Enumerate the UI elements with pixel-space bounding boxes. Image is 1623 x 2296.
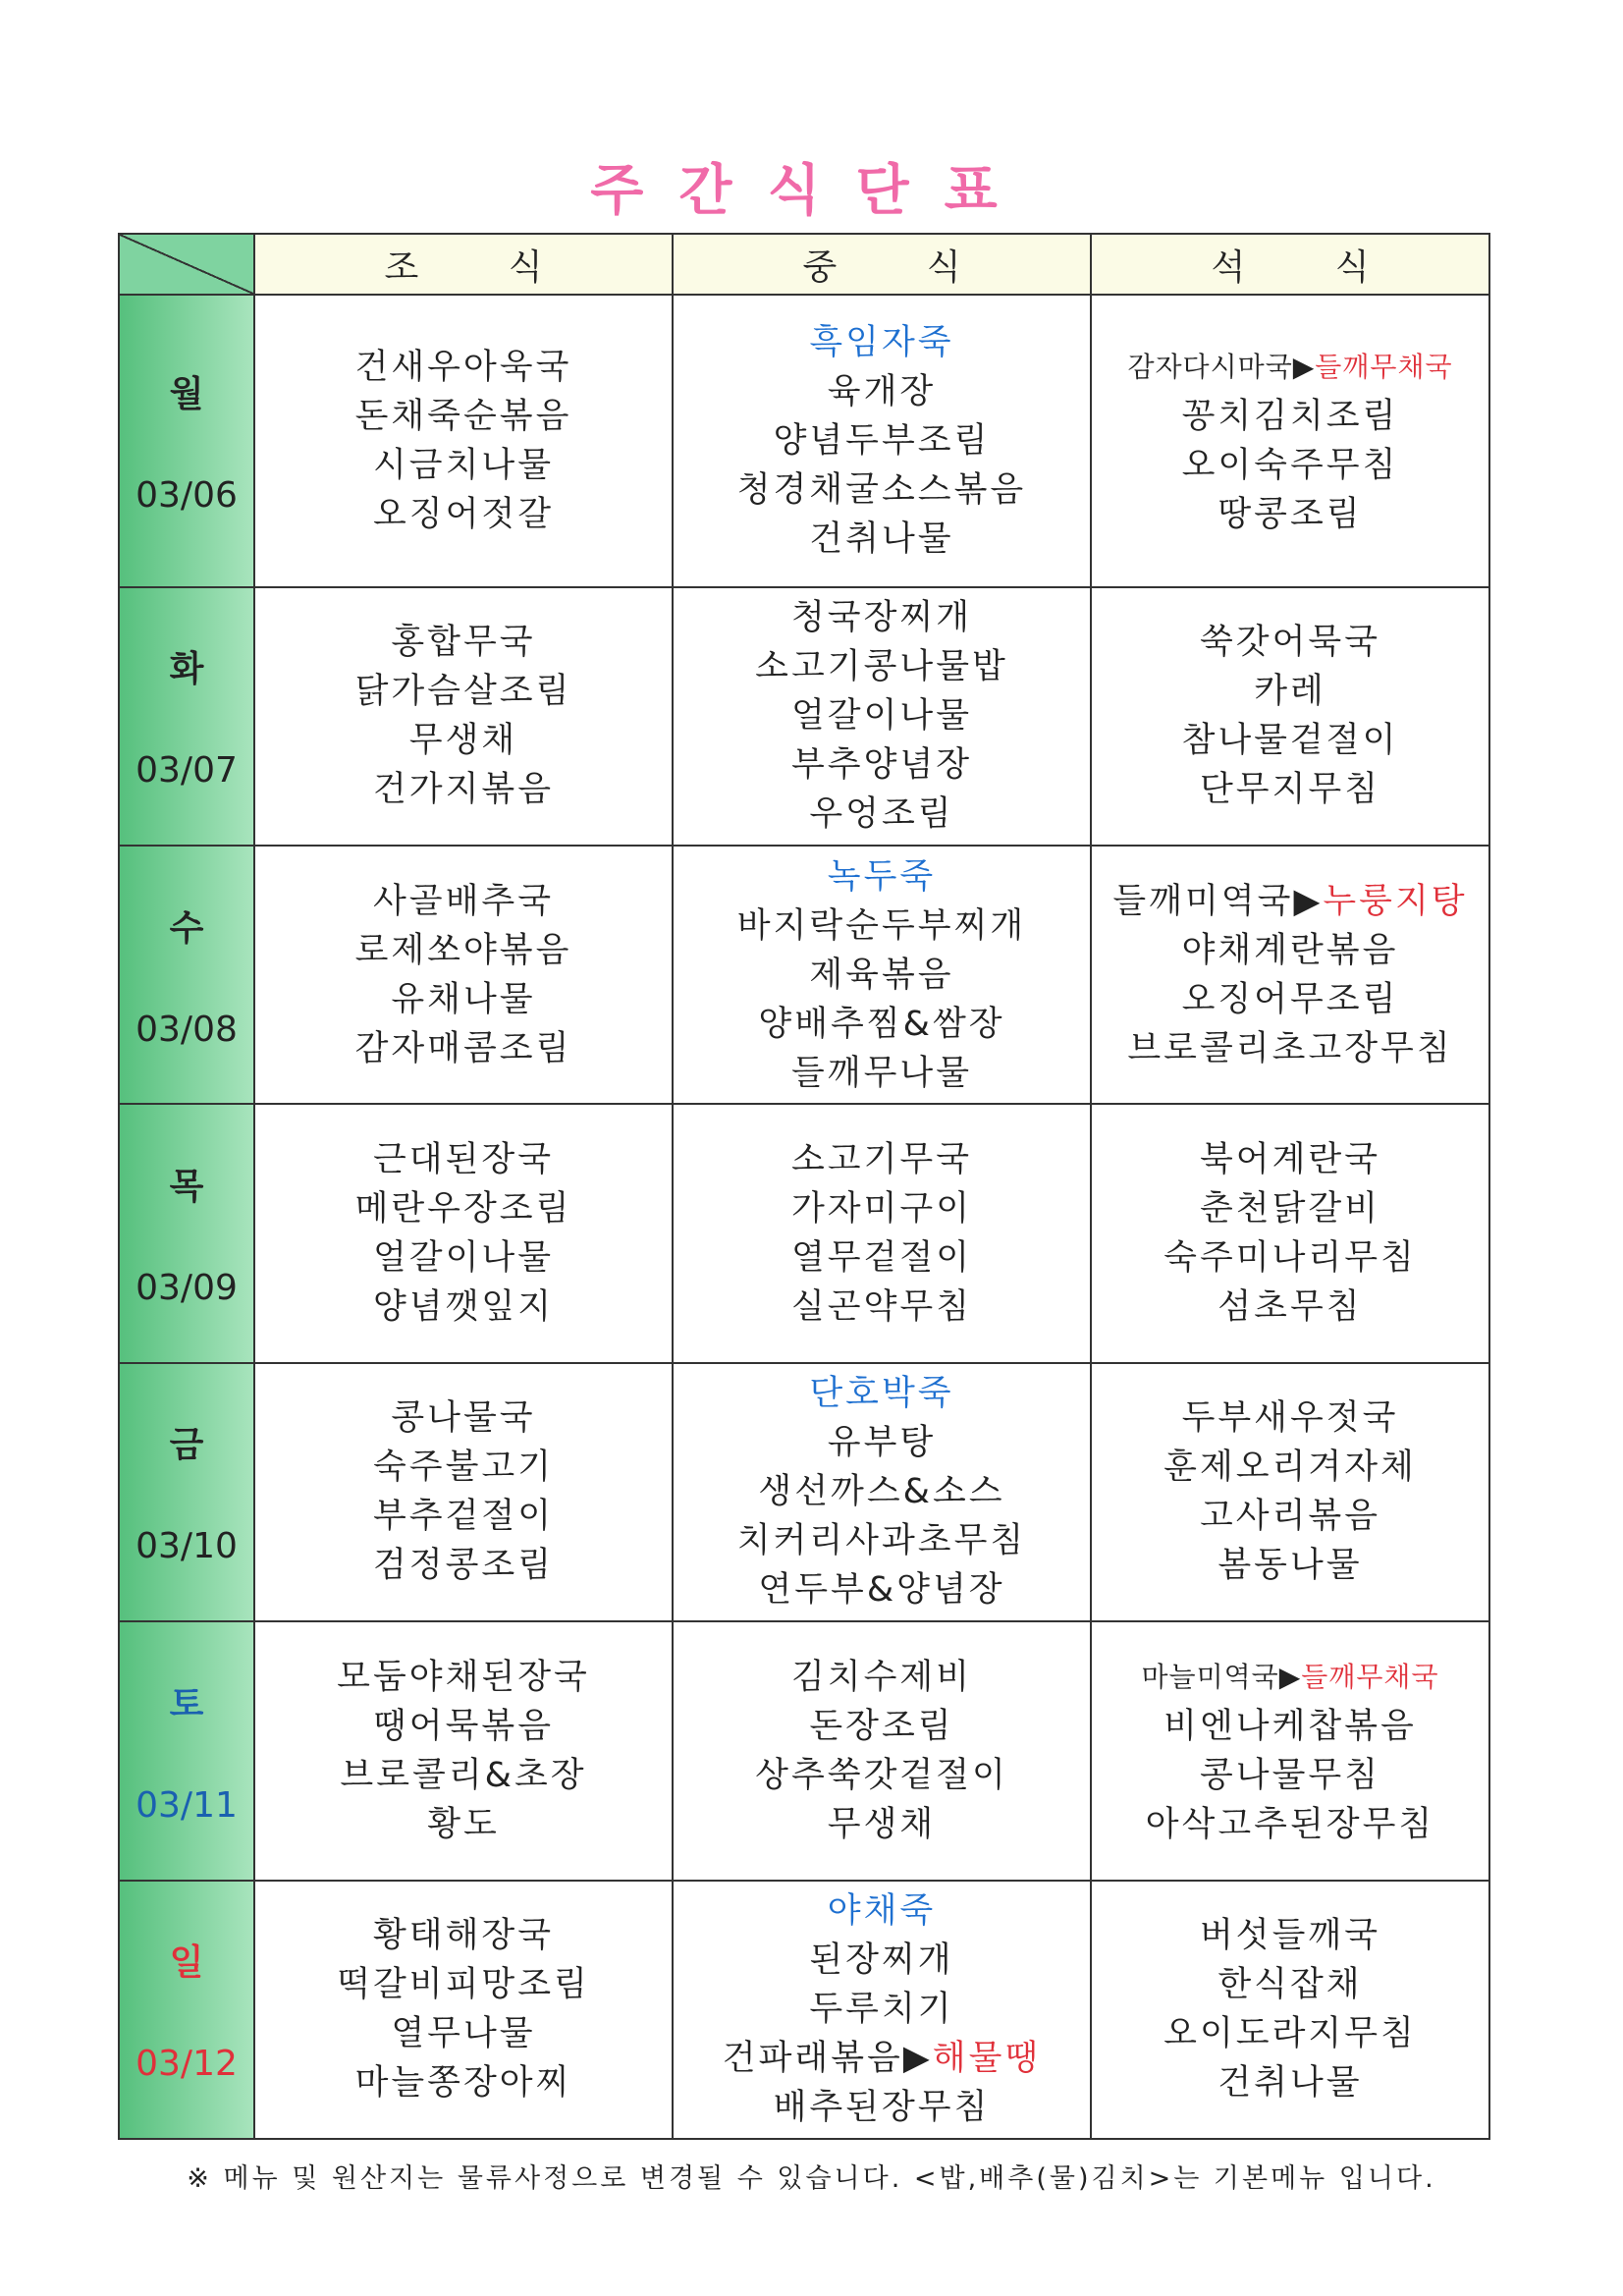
porridge-item: 단호박죽	[809, 1374, 954, 1414]
menu-item: 고사리볶음	[1199, 1497, 1381, 1537]
breakfast-cell	[254, 1104, 673, 1362]
breakfast-cell	[254, 1621, 673, 1880]
dinner-cell	[1091, 1104, 1489, 1362]
day-date: 03/11	[135, 1784, 238, 1826]
menu-item: 열무겉절이	[790, 1238, 973, 1279]
menu-item: 육개장	[827, 371, 937, 411]
menu-item: 오이도라지무침	[1163, 2014, 1417, 2054]
menu-item: 유채나물	[391, 979, 536, 1019]
header-row	[119, 234, 1489, 295]
breakfast-cell	[254, 1881, 673, 2139]
menu-item: 소고기콩나물밥	[755, 647, 1008, 687]
soup-main: 들깨미역국	[1112, 881, 1294, 921]
menu-item: 춘천닭갈비	[1199, 1189, 1381, 1230]
day-cell	[119, 1621, 254, 1880]
porridge-item: 흑임자죽	[809, 322, 954, 362]
day-cell	[119, 1363, 254, 1621]
menu-item: 검정콩조림	[372, 1546, 555, 1586]
day-row	[119, 1881, 1489, 2139]
menu-item: 오이숙주무침	[1181, 445, 1399, 485]
menu-item: 실곤약무침	[790, 1287, 973, 1328]
menu-item: 황태해장국	[372, 1916, 555, 1956]
menu-item: 생선까스&소스	[758, 1472, 1005, 1512]
day-date: 03/07	[135, 750, 238, 792]
menu-item: 훈제오리겨자체	[1163, 1448, 1417, 1488]
menu-item: 단무지무침	[1199, 770, 1381, 810]
lunch-cell	[673, 295, 1091, 587]
menu-item: 시금치나물	[372, 445, 555, 485]
menu-item: 청경채굴소스볶음	[736, 469, 1027, 510]
menu-item: 무생채	[827, 1804, 937, 1844]
menu-item: 근대된장국	[372, 1140, 555, 1180]
arrow-icon: ▶	[902, 2039, 933, 2079]
day-cell	[119, 1104, 254, 1362]
menu-item: 들깨무나물	[790, 1053, 973, 1093]
menu-item: 두부새우젓국	[1181, 1398, 1399, 1439]
soup-main: 감자다시마국	[1127, 350, 1293, 383]
menu-item: 숙주미나리무침	[1163, 1238, 1417, 1279]
arrow-icon: ▶	[1278, 1660, 1302, 1693]
menu-item: 메란우장조림	[354, 1189, 572, 1230]
footnote: ※ 메뉴 및 원산지는 물류사정으로 변경될 수 있습니다. <밥,배추(물)김치>는 기본메뉴 입니다.	[187, 2163, 1436, 2194]
menu-item: 황도	[427, 1804, 500, 1844]
menu-item: 야채계란볶음	[1181, 930, 1399, 970]
day-cell	[119, 295, 254, 587]
breakfast-cell	[254, 295, 673, 587]
dinner-cell	[1091, 295, 1489, 587]
menu-item: 비엔나케찹볶음	[1163, 1706, 1417, 1746]
menu-item: 상추쑥갓겉절이	[755, 1755, 1008, 1795]
menu-item: 된장찌개	[809, 1941, 954, 1981]
day-row	[119, 295, 1489, 587]
day-name: 금	[169, 1425, 204, 1466]
menu-item: 카레	[1254, 672, 1326, 712]
menu-item: 바지락순두부찌개	[736, 905, 1027, 946]
menu-item: 홍합무국	[391, 623, 536, 663]
menu-item: 브로콜리초고장무침	[1127, 1028, 1453, 1068]
menu-item: 치커리사과초무침	[736, 1521, 1027, 1561]
menu-item: 유부탕	[827, 1423, 937, 1463]
menu-item: 제육볶음	[809, 955, 954, 995]
soup-choice-item	[1092, 877, 1488, 926]
soup-alternate: 누룽지탕	[1323, 881, 1468, 921]
arrow-icon: ▶	[1293, 881, 1324, 921]
menu-item: 열무나물	[391, 2014, 536, 2054]
lunch-cell	[673, 1621, 1091, 1880]
dinner-cell	[1091, 846, 1489, 1104]
menu-item: 연두부&양념장	[758, 1570, 1005, 1611]
menu-item: 얼갈이나물	[372, 1238, 555, 1279]
menu-item: 봄동나물	[1217, 1546, 1363, 1586]
breakfast-cell	[254, 587, 673, 846]
day-name: 수	[169, 907, 204, 949]
menu-item: 가자미구이	[790, 1189, 973, 1230]
menu-item: 북어계란국	[1199, 1140, 1381, 1180]
menu-item: 두루치기	[809, 1990, 954, 2030]
menu-item: 건취나물	[1217, 2063, 1363, 2104]
day-row	[119, 1104, 1489, 1362]
menu-item: 참나물겉절이	[1181, 721, 1399, 761]
menu-item: 양념두부조림	[773, 420, 991, 461]
menu-item: 건새우아욱국	[354, 347, 572, 387]
day-name: 화	[169, 649, 204, 690]
day-name: 일	[169, 1942, 204, 1984]
day-date: 03/06	[135, 474, 238, 516]
day-cell	[119, 1881, 254, 2139]
day-cell	[119, 846, 254, 1104]
day-date: 03/09	[135, 1268, 238, 1309]
menu-item: 건가지볶음	[372, 770, 555, 810]
menu-item: 배추된장무침	[773, 2088, 991, 2128]
header-breakfast: 조 식	[254, 234, 673, 295]
menu-item: 숙주불고기	[372, 1448, 555, 1488]
day-date: 03/08	[135, 1009, 238, 1050]
menu-item: 돈채죽순볶음	[354, 396, 572, 436]
page-title: 주간식단표	[590, 159, 1033, 223]
dinner-cell	[1091, 1881, 1489, 2139]
menu-item: 마늘쫑장아찌	[354, 2063, 572, 2104]
day-cell	[119, 587, 254, 846]
day-row	[119, 587, 1489, 846]
weekly-menu-table	[118, 233, 1490, 2140]
soup-choice-item	[1092, 1653, 1488, 1702]
soup-choice-item	[1092, 343, 1488, 392]
menu-item: 모둠야채된장국	[337, 1657, 590, 1697]
dinner-cell	[1091, 1621, 1489, 1880]
menu-item: 건취나물	[809, 519, 954, 559]
day-date: 03/12	[135, 2044, 238, 2085]
menu-item: 닭가슴살조림	[354, 672, 572, 712]
corner-cell	[119, 234, 254, 295]
lunch-cell	[673, 587, 1091, 846]
menu-body	[119, 295, 1489, 2139]
lunch-cell	[673, 1363, 1091, 1621]
menu-item: 청국장찌개	[790, 598, 973, 638]
menu-item: 오징어젓갈	[372, 494, 555, 534]
menu-item: 사골배추국	[372, 881, 555, 921]
day-name: 목	[169, 1167, 204, 1208]
combo-item	[674, 2034, 1090, 2083]
menu-item: 로제쏘야볶음	[354, 930, 572, 970]
menu-item: 한식잡채	[1217, 1965, 1363, 2005]
combo-main: 건파래볶음	[722, 2039, 903, 2079]
menu-item: 콩나물무침	[1199, 1755, 1381, 1795]
menu-item: 오징어무조림	[1181, 979, 1399, 1019]
menu-item: 쑥갓어묵국	[1199, 623, 1381, 663]
menu-item: 아삭고추된장무침	[1145, 1804, 1435, 1844]
day-name: 월	[169, 373, 204, 414]
menu-item: 돈장조림	[809, 1706, 954, 1746]
menu-item: 브로콜리&초장	[340, 1755, 587, 1795]
soup-alternate: 들깨무채국	[1301, 1660, 1439, 1693]
dinner-cell	[1091, 1363, 1489, 1621]
day-row	[119, 846, 1489, 1104]
menu-item: 꽁치김치조림	[1181, 396, 1399, 436]
soup-alternate: 들깨무채국	[1315, 350, 1453, 383]
header-dinner: 석 식	[1091, 234, 1489, 295]
menu-item: 소고기무국	[790, 1140, 973, 1180]
menu-item: 무생채	[408, 721, 518, 761]
header-lunch: 중 식	[673, 234, 1091, 295]
porridge-item: 야채죽	[827, 1891, 937, 1932]
breakfast-cell	[254, 1363, 673, 1621]
menu-item: 감자매콤조림	[354, 1028, 572, 1068]
menu-item: 얼갈이나물	[790, 696, 973, 737]
day-row	[119, 1363, 1489, 1621]
day-date: 03/10	[135, 1526, 238, 1567]
lunch-cell	[673, 1881, 1091, 2139]
menu-item: 버섯들깨국	[1199, 1916, 1381, 1956]
arrow-icon: ▶	[1292, 350, 1316, 383]
menu-item: 양배추찜&쌈장	[758, 1004, 1005, 1044]
combo-alternate: 해물땡	[932, 2039, 1042, 2079]
menu-item: 부추겉절이	[372, 1497, 555, 1537]
day-row	[119, 1621, 1489, 1880]
menu-item: 떡갈비피망조림	[337, 1965, 590, 2005]
soup-main: 마늘미역국	[1141, 1660, 1279, 1693]
menu-item: 부추양념장	[790, 745, 973, 786]
lunch-cell	[673, 846, 1091, 1104]
day-name: 토	[169, 1683, 204, 1724]
porridge-item: 녹두죽	[827, 856, 937, 897]
breakfast-cell	[254, 846, 673, 1104]
menu-item: 콩나물국	[391, 1398, 536, 1439]
menu-item: 땡어묵볶음	[372, 1706, 555, 1746]
dinner-cell	[1091, 587, 1489, 846]
menu-item: 섬초무침	[1217, 1287, 1363, 1328]
lunch-cell	[673, 1104, 1091, 1362]
menu-item: 땅콩조림	[1217, 494, 1363, 534]
menu-item: 우엉조림	[809, 794, 954, 835]
menu-item: 양념깻잎지	[372, 1287, 555, 1328]
menu-item: 김치수제비	[790, 1657, 973, 1697]
